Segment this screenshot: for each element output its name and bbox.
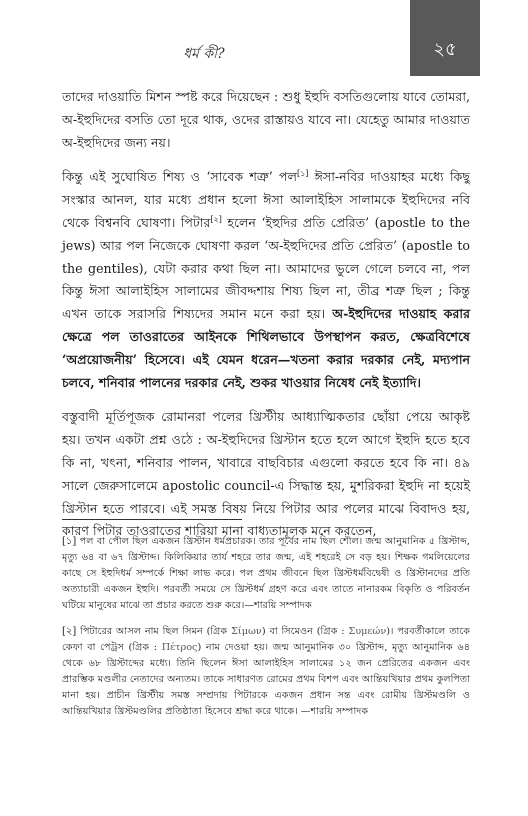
footnote-1	[62, 534, 470, 614]
running-header-title: ধর্ম কী?	[183, 46, 225, 62]
paragraph-2	[62, 166, 470, 394]
footnotes	[62, 534, 470, 730]
paragraph-3	[62, 406, 470, 543]
paragraph-text: হলেন ‘ইহুদির প্রতি প্রেরিত’ (apostle to the jews) আর পল নিজেকে ঘোষণা করল ‘অ-ইহুদিদের প্রতি প্রেরিত’ (apostle to the gentiles), যেটা করার কথা ছিল না। আমাদের ভুলে গেলে চলবে না, পল কিন্তু ঈসা আলাইহিস সালামের জীবদ্দশায় শিষ্য ছিল না, তীব্র শত্রু ছিল ; কিন্তু এখন তাকে সরাসরি শিষ্যদের সমান মনে করা হয়।	[62, 214, 470, 322]
paragraph-text: তাদের দাওয়াতি মিশন স্পষ্ট করে দিয়েছেন : শুধু ইহুদি বসতিগুলোয় যাবে তোমরা, অ-ইহুদিদের বসতি তো দূরে থাক, ওদের রাস্তায়ও যাবে না। যেহেতু আমার দাওয়াত অ-ইহুদিদের জন্য নয়।	[62, 89, 470, 150]
page-number: ২৫	[433, 39, 457, 60]
paragraph-text: বস্তুবাদী মূর্তিপূজক রোমানরা পলের খ্রিস্টীয় আধ্যাত্মিকতার ছোঁয়া পেয়ে আকৃষ্ট হয়। তখন একটা প্রশ্ন ওঠে : অ-ইহুদিদের খ্রিস্টান হতে হলে আগে ইহুদি হতে হবে কি না, খৎনা, শনিবার পালন, খাবারে বাছবিচার এগুলো করতে হবে কি না। ৪৯ সালে জেরুসালেমে apostolic council-এ সিদ্ধান্ত হয়, মুশরিকরা ইহুদি না হয়েই খ্রিস্টান হতে পারবে। এই সমস্ত বিষয় নিয়ে পিটার আর পলের মাঝে বিবাদও হয়, কারণ পিটার তাওরাতের শারিয়া মানা বাধ্যতামূলক মনে করতেন,	[62, 409, 470, 539]
footnote-text: ) বা সিমেওন (গ্রিক :	[261, 626, 349, 637]
footnote-text: ) নাম দেওয়া হয়। জন্ম আনুমানিক ৩০ খ্রিস্টাব্দ, মৃত্যু আনুমানিক ৬৪ থেকে ৬৮ খ্রিস্টাব্দের মধ্যে। তিনি ছিলেন ঈসা আলাইহিস সালামের ১২ জন প্রেরিতের একজন এবং প্রারম্ভিক মণ্ডলীর নেতাদের অন্যতম। তাকে সাধারণত রোমের প্রথম বিশপ এবং আন্তিয়খিয়ার প্রথম কুলপিতা মানা হয়। প্রাচীন খ্রিস্টীয় সমস্ত সম্প্রদায় পিটারকে একজন প্রধান সন্ত এবং রোমীয় খ্রিস্টমণ্ডলি ও আন্তিয়খিয়ার খ্রিস্টমণ্ডলির প্রতিষ্ঠাতা হিসেবে শ্রদ্ধা করে থাকে। —শারয়ি সম্পাদক	[62, 642, 470, 717]
paragraph-text: ঈসা-নবির দাওয়াহর মধ্যে কিছু সংস্কার আনল, যার মধ্যে প্রধান হলো ঈসা আলাইহিস সালামকে ইহুদিদের নবি থেকে বিশ্বনবি ঘোষণা। পিটার	[62, 169, 470, 230]
footnote-text: পিটারের আসল নাম ছিল সিমন (গ্রিক	[76, 626, 232, 637]
footnote-text: )। পরবর্তীকালে তাকে কেফা বা পেট্রস (গ্রিক :	[62, 626, 470, 653]
footnote-divider	[62, 519, 242, 520]
footnote-text: পল বা পৌল ছিল একজন খ্রিস্টান ধর্মপ্রচারক। তার পূর্বের নাম ছিল শৌল। জন্ম আনুমানিক ৫ খ্রিস্টাব্দ, মৃত্যু ৬৪ বা ৬৭ খ্রিস্টাব্দ। কিলিকিয়ার তার্য শহরে তার জন্ম, এই শহরেই সে বড় হয়। শিক্ষক গমলিয়েলের কাছে সে ইহুদিধর্ম সম্পর্কে শিক্ষা লাভ করে। পল প্রথম জীবনে ছিল খ্রিস্টধর্মবিদ্বেষী ও খ্রিস্টানদের প্রতি অত্যাচারী একজন ইহুদি। পরবর্তী সময়ে সে খ্রিস্টধর্ম গ্রহণ করে এবং তাতে নানারকম বিকৃতি ও পরিবর্তন ঘটিয়ে মানুষের মাঝে তা প্রচার করতে শুরু করে।—শারয়ি সম্পাদক	[62, 536, 470, 611]
footnote-2	[62, 624, 470, 720]
greek-name: Σίμων	[231, 626, 262, 637]
footnote-number: [২]	[62, 626, 77, 637]
footnote-ref-2[interactable]: [২]	[210, 214, 222, 224]
page-number-box	[410, 0, 480, 76]
paragraph-1	[62, 86, 470, 154]
footnote-number: [১]	[62, 536, 77, 547]
body-text	[62, 86, 470, 555]
footnote-ref-1[interactable]: [১]	[297, 169, 309, 179]
paragraph-text: কিন্তু এই সুঘোষিত শিষ্য ও ‘সাবেক শত্রু’ পল	[62, 169, 297, 185]
paragraph-bold-text: অ-ইহুদিদের দাওয়াহ করার ক্ষেত্রে পল তাওরাতের আইনকে শিথিলভাবে উপস্থাপন করত, ক্ষেত্রবিশেষে ‘অপ্রয়োজনীয়’ হিসেবে। এই যেমন ধরেন—খতনা করার দরকার নেই, মদ্যপান চলবে, শনিবার পালনের দরকার নেই, শুকর খাওয়ার নিষেধ নেই ইত্যাদি।	[62, 306, 471, 390]
greek-name: Πέτρος	[161, 642, 198, 653]
greek-name: Συμεών	[348, 626, 387, 637]
